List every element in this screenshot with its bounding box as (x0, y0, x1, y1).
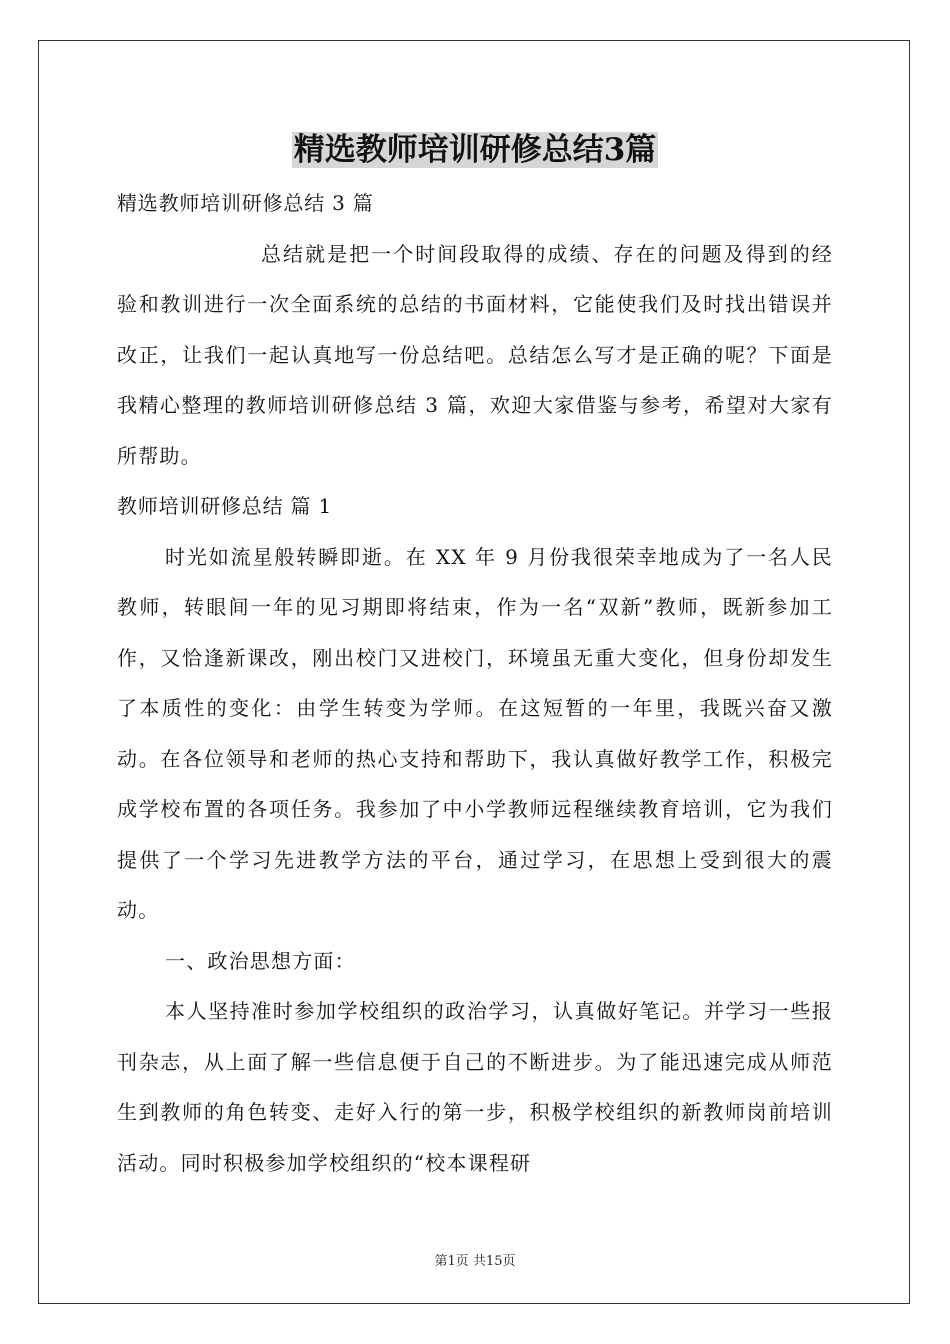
body-paragraph: 本人坚持准时参加学校组织的政治学习，认真做好笔记。并学习一些报刊杂志，从上面了解一些信息便于自己的不断进步。为了能迅速完成从师范生到教师的角色转变、走好入行的第一步，积极学校组织的新教师岗前培训活动。同时积极参加学校组织的“校本课程研 (117, 999, 833, 1175)
subheading: 一、政治思想方面： (165, 948, 356, 973)
body-paragraph: 时光如流星般转瞬即逝。在 XX 年 9 月份我很荣幸地成为了一名人民教师，转眼间一年的见习期即将结束，作为一名“双新”教师，既新参加工作，又恰逢新课改，刚出校门又进校门，环境虽无重大变化，但身份却发生了本质性的变化：由学生转变为学师。在这短暂的一年里，我既兴奋又激动。在各位领导和老师的热心支持和帮助下，我认真做好教学工作，积极完成学校布置的各项任务。我参加了中小学教师远程继续教育培训，它为我们提供了一个学习先进教学方法的平台，通过学习，在思想上受到很大的震动。 (117, 544, 833, 922)
intro-paragraph: 总结就是把一个时间段取得的成绩、存在的问题及得到的经验和教训进行一次全面系统的总结的书面材料，它能使我们及时找出错误并改正，让我们一起认真地写一份总结吧。总结怎么写才是正确的呢？下面是我精心整理的教师培训研修总结 3 篇，欢迎大家借鉴与参考，希望对大家有所帮助。 (117, 241, 833, 468)
section-heading: 教师培训研修总结 篇 1 (117, 494, 333, 518)
document-title-text: 精选教师培训研修总结3篇 (293, 132, 657, 168)
page-footer: 第1页 共15页 (434, 1254, 516, 1269)
document-subtitle: 精选教师培训研修总结 3 篇 (117, 191, 374, 215)
document-body (117, 178, 833, 1188)
document-title (0, 128, 950, 172)
